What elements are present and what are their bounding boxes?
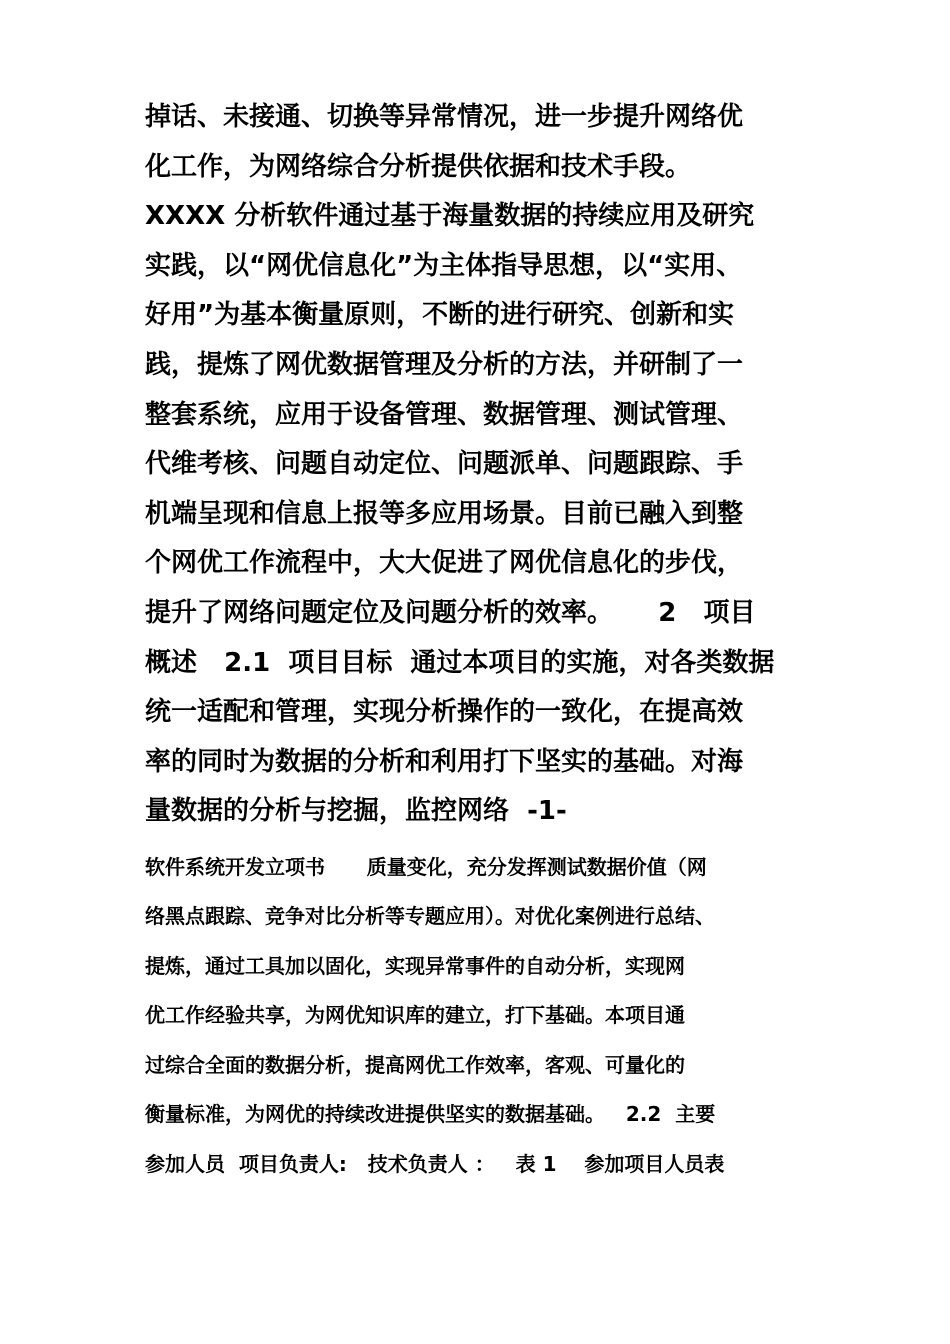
body-text-line: 整套系统，应用于设备管理、数据管理、测试管理、	[145, 400, 744, 430]
header-and-body-line: 软件系统开发立项书 质量变化，充分发挥测试数据价值（网	[145, 855, 707, 879]
body-text-line: 优工作经验共享，为网优知识库的建立，打下基础。本项目通	[145, 1003, 685, 1027]
body-text-line: 统一适配和管理，实现分析操作的一致化，在提高效	[145, 697, 744, 727]
body-text-line: 实践，以“网优信息化”为主体指导思想，以“实用、	[145, 251, 743, 281]
body-text-line: 提升了网络问题定位及问题分析的效率。 2 项目	[145, 598, 756, 628]
body-text-line-page-number: 量数据的分析与挖掘，监控网络 -1-	[145, 796, 567, 826]
body-text-line: 概述 2.1 项目目标 通过本项目的实施，对各类数据	[145, 648, 775, 678]
body-text-line: 掉话、未接通、切换等异常情况，进一步提升网络优	[145, 102, 744, 132]
body-text-line: 过综合全面的数据分析，提高网优工作效率，客观、可量化的	[145, 1053, 685, 1077]
body-text-line: 提炼，通过工具加以固化，实现异常事件的自动分析，实现网	[145, 954, 685, 978]
body-text-line: 化工作，为网络综合分析提供依据和技术手段。	[145, 152, 692, 182]
body-text-line: 衡量标准，为网优的持续改进提供坚实的数据基础。 2.2 主要	[145, 1102, 716, 1126]
body-text-line: XXXX 分析软件通过基于海量数据的持续应用及研究	[145, 201, 755, 231]
body-text-line: 参加人员 项目负责人: 技术负责人 ： 表 1 参加项目人员表	[145, 1152, 725, 1176]
body-text-line: 个网优工作流程中，大大促进了网优信息化的步伐，	[145, 548, 744, 578]
body-text-line: 践，提炼了网优数据管理及分析的方法，并研制了一	[145, 350, 744, 380]
body-text-line: 机端呈现和信息上报等多应用场景。目前已融入到整	[145, 499, 744, 529]
body-text-line: 好用”为基本衡量原则，不断的进行研究、创新和实	[145, 300, 735, 330]
body-text-line: 率的同时为数据的分析和利用打下坚实的基础。对海	[145, 747, 744, 777]
body-text-line: 络黑点跟踪、竞争对比分析等专题应用）。对优化案例进行总结、	[145, 904, 715, 928]
body-text-line: 代维考核、问题自动定位、问题派单、问题跟踪、手	[145, 449, 744, 479]
